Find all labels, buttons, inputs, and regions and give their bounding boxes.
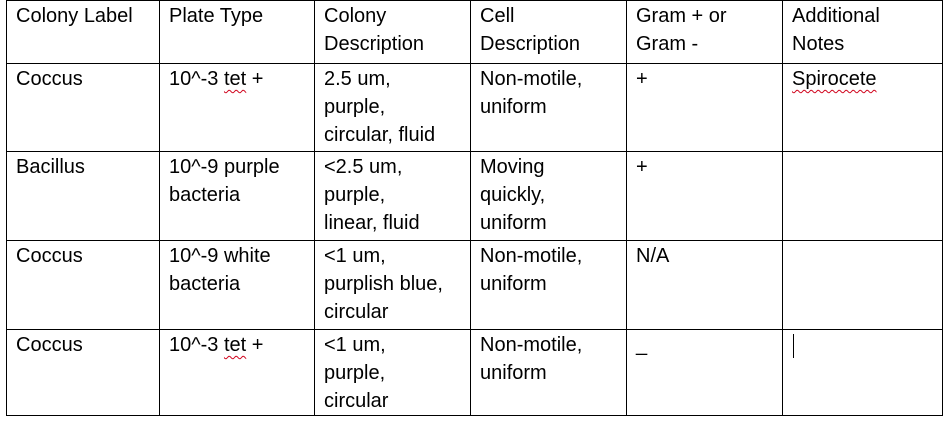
header-colony-label[interactable]: Colony Label bbox=[7, 1, 160, 64]
cell-colony-description[interactable]: <1 um, purple, circular bbox=[315, 330, 471, 416]
header-additional-notes[interactable]: Additional Notes bbox=[783, 1, 943, 64]
text-cursor bbox=[793, 334, 794, 358]
plate-type-suffix: + bbox=[246, 68, 264, 90]
cell-colony-description[interactable]: <2.5 um, purple, linear, fluid bbox=[315, 152, 471, 241]
cell-cell-description[interactable]: Moving quickly, uniform bbox=[471, 152, 627, 241]
table-row bbox=[7, 241, 943, 330]
cell-cell-description[interactable]: Non-motile, uniform bbox=[471, 64, 627, 152]
cell-colony-description[interactable]: 2.5 um, purple, circular, fluid bbox=[315, 64, 471, 152]
plate-type-prefix: 10^-3 bbox=[169, 334, 224, 356]
colony-table bbox=[6, 0, 943, 416]
cell-additional-notes[interactable] bbox=[783, 152, 943, 241]
cell-plate-type[interactable] bbox=[160, 330, 315, 416]
cell-gram-stain[interactable]: + bbox=[627, 64, 783, 152]
cell-additional-notes[interactable] bbox=[783, 64, 943, 152]
cell-plate-type[interactable]: 10^-9 purple bacteria bbox=[160, 152, 315, 241]
header-gram-stain[interactable]: Gram + or Gram - bbox=[627, 1, 783, 64]
cell-additional-notes[interactable] bbox=[783, 241, 943, 330]
table-row bbox=[7, 330, 943, 416]
cell-cell-description[interactable]: Non-motile, uniform bbox=[471, 330, 627, 416]
cell-cell-description[interactable]: Non-motile, uniform bbox=[471, 241, 627, 330]
header-colony-description[interactable]: Colony Description bbox=[315, 1, 471, 64]
table-row bbox=[7, 64, 943, 152]
plate-type-prefix: 10^-3 bbox=[169, 68, 224, 90]
cell-gram-stain[interactable]: N/A bbox=[627, 241, 783, 330]
table-row bbox=[7, 152, 943, 241]
spellcheck-flagged-word[interactable]: Spirocete bbox=[792, 68, 877, 90]
cell-gram-stain[interactable]: + bbox=[627, 152, 783, 241]
table-header-row bbox=[7, 1, 943, 64]
cell-gram-stain[interactable]: _ bbox=[627, 330, 783, 416]
cell-additional-notes[interactable] bbox=[783, 330, 943, 416]
plate-type-suffix: + bbox=[246, 334, 264, 356]
cell-colony-description[interactable]: <1 um, purplish blue, circular bbox=[315, 241, 471, 330]
header-cell-description[interactable]: Cell Description bbox=[471, 1, 627, 64]
spellcheck-flagged-word[interactable]: tet bbox=[223, 334, 247, 356]
cell-plate-type[interactable]: 10^-9 white bacteria bbox=[160, 241, 315, 330]
cell-colony-label[interactable]: Coccus bbox=[7, 64, 160, 152]
cell-colony-label[interactable]: Coccus bbox=[7, 330, 160, 416]
cell-colony-label[interactable]: Coccus bbox=[7, 241, 160, 330]
header-plate-type[interactable]: Plate Type bbox=[160, 1, 315, 64]
cell-plate-type[interactable] bbox=[160, 64, 315, 152]
cell-colony-label[interactable]: Bacillus bbox=[7, 152, 160, 241]
spellcheck-flagged-word[interactable]: tet bbox=[223, 68, 247, 90]
